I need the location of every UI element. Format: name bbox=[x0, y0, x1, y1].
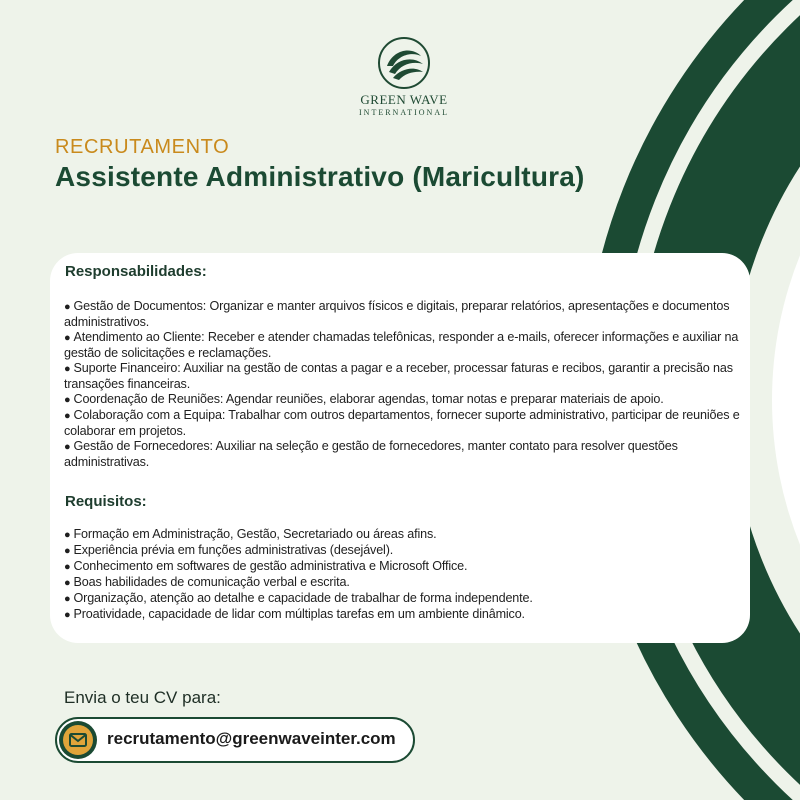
brand-logo bbox=[344, 36, 464, 117]
requirements-list bbox=[64, 527, 742, 623]
bullet-icon: ● bbox=[64, 301, 71, 313]
list-item bbox=[64, 439, 742, 470]
list-item bbox=[64, 607, 742, 623]
list-item bbox=[64, 330, 742, 361]
cta-label: Envia o teu CV para: bbox=[64, 688, 221, 707]
list-item bbox=[64, 361, 742, 392]
list-item-text: Conhecimento em softwares de gestão administrativa e Microsoft Office. bbox=[73, 559, 468, 573]
list-item-text: Colaboração com a Equipa: Trabalhar com outros departamentos, fornecer suporte administrativo, participar de reuniões e colaborar em projetos. bbox=[64, 408, 740, 438]
bullet-icon: ● bbox=[64, 332, 71, 344]
list-item bbox=[64, 575, 742, 591]
requirements-heading: Requisitos: bbox=[65, 493, 147, 510]
bullet-icon: ● bbox=[64, 593, 71, 605]
list-item-text: Gestão de Documentos: Organizar e manter arquivos físicos e digitais, preparar relatórios, apresentações e documentos administrativos. bbox=[64, 299, 730, 329]
list-item-text: Suporte Financeiro: Auxiliar na gestão de contas a pagar e a receber, processar faturas e recibos, garantir a precisão nas transações financeiras. bbox=[64, 361, 733, 391]
brand-name: GREEN WAVE bbox=[360, 92, 448, 107]
bullet-icon: ● bbox=[64, 577, 71, 589]
bullet-icon: ● bbox=[64, 529, 71, 541]
envelope-icon bbox=[63, 725, 93, 755]
list-item bbox=[64, 392, 742, 408]
list-item-text: Experiência prévia em funções administrativas (desejável). bbox=[73, 543, 394, 557]
green-wave-logo-icon bbox=[377, 36, 431, 90]
responsibilities-heading: Responsabilidades: bbox=[65, 263, 207, 280]
envelope-icon-badge bbox=[59, 721, 97, 759]
bullet-icon: ● bbox=[64, 394, 71, 406]
brand-subtitle: INTERNATIONAL bbox=[359, 108, 449, 117]
list-item bbox=[64, 543, 742, 559]
job-title: Assistente Administrativo (Maricultura) bbox=[55, 161, 585, 192]
bullet-icon: ● bbox=[64, 363, 71, 375]
responsibilities-list bbox=[64, 299, 742, 470]
list-item-text: Atendimento ao Cliente: Receber e atender chamadas telefônicas, responder a e-mails, oferecer informações e auxiliar na gestão de solicitações e reclamações. bbox=[64, 330, 739, 360]
list-item-text: Organização, atenção ao detalhe e capacidade de trabalhar de forma independente. bbox=[73, 591, 533, 605]
list-item bbox=[64, 408, 742, 439]
bullet-icon: ● bbox=[64, 609, 71, 621]
list-item-text: Coordenação de Reuniões: Agendar reuniões, elaborar agendas, tomar notas e preparar materiais de apoio. bbox=[73, 392, 664, 406]
list-item-text: Boas habilidades de comunicação verbal e escrita. bbox=[73, 575, 350, 589]
bullet-icon: ● bbox=[64, 441, 71, 453]
kicker-label: RECRUTAMENTO bbox=[55, 136, 230, 158]
email-address[interactable]: recrutamento@greenwaveinter.com bbox=[107, 729, 396, 748]
bullet-icon: ● bbox=[64, 410, 71, 422]
list-item bbox=[64, 299, 742, 330]
list-item-text: Gestão de Fornecedores: Auxiliar na seleção e gestão de fornecedores, manter contato para resolver questões administrativas. bbox=[64, 439, 678, 469]
list-item bbox=[64, 559, 742, 575]
list-item bbox=[64, 527, 742, 543]
bullet-icon: ● bbox=[64, 545, 71, 557]
list-item-text: Formação em Administração, Gestão, Secretariado ou áreas afins. bbox=[73, 527, 437, 541]
list-item bbox=[64, 591, 742, 607]
email-link[interactable] bbox=[55, 717, 415, 763]
bullet-icon: ● bbox=[64, 561, 71, 573]
list-item-text: Proatividade, capacidade de lidar com múltiplas tarefas em um ambiente dinâmico. bbox=[73, 607, 525, 621]
